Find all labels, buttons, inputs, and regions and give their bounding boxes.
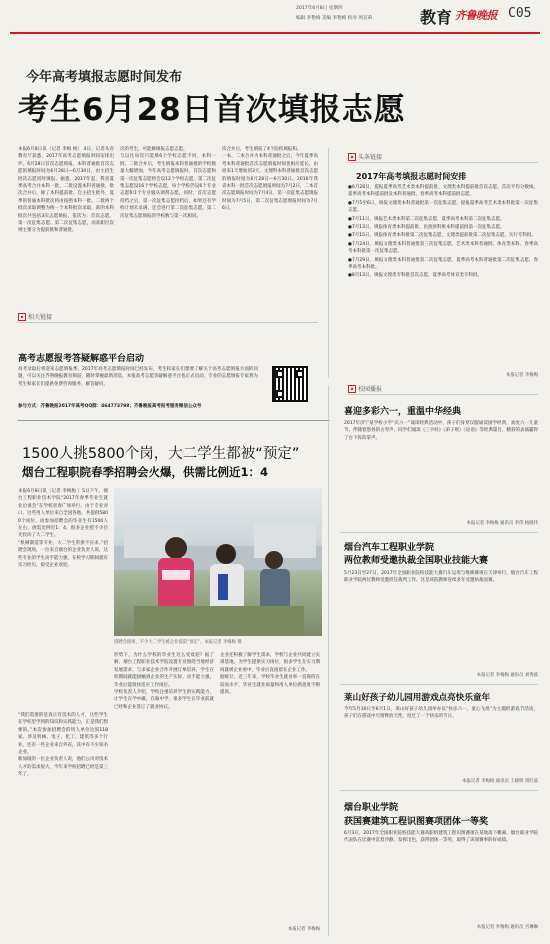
article-4-byline: 本报记者 李梅梅 通讯员 宫琳琳 <box>476 925 538 930</box>
article-2-title-1: 烟台汽车工程职业学院 <box>344 543 435 553</box>
forum-tag-label: 相关链接 <box>28 314 53 321</box>
qr-code <box>272 366 308 402</box>
sidebar-tag-label: 头条链接 <box>358 154 383 161</box>
article-4-text: 6月3日，2017年全国职业院校技能大赛高职组建筑工程识图赛项在某地落下帷幕，烟台职业学院代表队在比赛中沉着冷静、发挥出色，获得团体一等奖，取得了该项赛事的好成绩。 <box>344 831 538 844</box>
forum-text: 高考录取后将迎来志愿填报季。2017年高考志愿填报时间已经发布，考生和家长们想要了解关于高考志愿填报方面的问题，可以关注齐鲁晚报教育频道，随时掌握最新消息，本报高考志愿答疑解惑平台也正式启动，专业的志愿填报专家将为考生和家长们提供免费咨询服务，解答疑问。 <box>18 367 258 387</box>
tag-marker-icon <box>348 153 356 161</box>
sidebar-list <box>348 184 538 281</box>
photo-caption: 招聘会现场，不少大二学生被企业提前“预定”。本报记者 李梅梅 摄 <box>114 640 242 645</box>
forum-title: 高考志愿报考答疑解惑平台启动 <box>18 354 145 364</box>
sidebar-item: ●7月29日，填报文理类本科普通批第二次征集志愿，夏季高考本科普通批第二次征集志愿，春季高考本科批。 <box>348 257 538 271</box>
job-fair-illustration <box>114 488 322 636</box>
article-3-text: 今年5月30日至6月1日，莱山好孩子幼儿园举办以“快乐六一，童心飞扬”为主题的游戏节活动，孩子们在游戏中尽情释放天性，度过了一个快乐的节日。 <box>344 707 538 720</box>
sidebar-item: ●7月15日，填报体育类本科批第二次征集志愿，文理类提前批第二次征集志愿，实行专科批。 <box>348 233 537 239</box>
sidebar-item: ●7月13日，填报体育类本科提前批、民族预科班本科提前批第一次征集志愿。 <box>348 225 505 231</box>
article-divider <box>340 790 538 791</box>
article-1-byline: 本报记者 李梅梅 通讯员 李伟 杨晓伟 <box>466 521 538 526</box>
page-number: C05 <box>508 6 532 21</box>
sidebar-item: ●8月13日，填报文理类专科批首次志愿，夏季高考体育类专科批。 <box>348 273 483 279</box>
article-2-text: 5月23日至27日，2017年全国职业院校技能大赛汽车运用与维修赛项在天津举行，烟台汽车工程职业学院两位教师受邀担任裁判工作。这是该院教师连续多年受邀执裁国赛。 <box>344 571 538 584</box>
article-2-title-2: 两位教师受邀执裁全国职业技能大赛 <box>344 556 489 566</box>
job-fair-photo <box>114 488 322 636</box>
campus-tag <box>348 384 382 393</box>
jobs-column-3: 企业还积极了解学生需求，学校与企业共同建立实训基地，为学生提供实习岗位，很多学生在实习期间就被企业看中，毕业后直接留在企业工作。 据统计，近三年来，学校毕业生就业率一直保持在较高水平，毕业生就业质量和用人单位满意度不断提高。 <box>220 653 320 696</box>
article-3-title: 莱山好孩子幼儿园用游戏点亮快乐童年 <box>344 693 491 703</box>
sidebar-divider <box>328 148 329 378</box>
jobs-column-1b: “我们需要的是真正有技术的人才，这些学生在学校里学到的知识和实践能力，正是我们想要的。”本次参加招聘会的用人单位达到118家，涉及机械、电子、化工、建筑等多个行业，还有一些企业来自外省，其中有不少知名企业。 新加坡的一位企业负责人说，他们公司对技术人才的需求很大，今年来学校招聘已经是第三年了。 <box>18 713 108 778</box>
staff-line: 编辑 李艳梅 美编 李艳梅 校对 周宣莉 <box>296 16 373 21</box>
tag-marker-icon <box>18 313 26 321</box>
lead-kicker: 今年高考填报志愿时间发布 <box>26 70 183 85</box>
masthead-divider <box>10 32 540 34</box>
lead-column-3: 次合并后，考生填报了4个院校填报和。 一本、二本合并为本科普通批之后，今年夏季高考本科普通批首次志愿填报时间也相应延长，由原来1天增加到3天，文理科本科普通批首次志愿的填报时间为6月28日—6月30日。2016年我省本科一批首次志愿填报时间为7月2日，二本首次志愿填报时间为7月4日，第一次征集志愿填报时间为7月5日，第二次征集志愿填报时间为7月6日。 <box>222 147 318 212</box>
article-3-byline: 本报记者 李梅梅 通讯员 王晓明 周红波 <box>462 779 538 784</box>
date-line: 2017年6月8日 星期四 <box>296 6 343 11</box>
article-divider <box>340 532 538 533</box>
campus-tag-rule <box>348 394 538 395</box>
article-2-byline: 本报记者 李梅梅 通讯员 刘秀波 <box>476 673 538 678</box>
sidebar-item: ●7月24日，填报文理类本科普通批第三次征集志愿。艺术类本科普通批、体育类本科、春季高考本科批第一次征集志愿。 <box>348 241 538 255</box>
sidebar-title: 2017年高考填报志愿时间安排 <box>356 172 467 181</box>
sidebar-tag <box>348 152 382 161</box>
sidebar-item: ●6月28日，提报夏季高考艺术类本科提前批、文理类本科提前批首次志愿，首次平均分数线，夏季高考本科提前批及本科普通批、春季高考本科提前批志愿。 <box>348 185 538 198</box>
campus-tag-label: 校园播报 <box>358 386 383 393</box>
section-divider <box>18 420 330 421</box>
masthead <box>0 0 550 34</box>
jobs-column-2: 形势下，为什么学校的毕业生这么受欢迎？据了解，烟台工程职业技术学院设置专业围绕当地经济发展需求，与多家企业合作开展订单培养，学生在校期间就能接触到企业的生产实际，动手能力强，毕业后能很快适应工作岗位。 学校负责人介绍，学校注重培养学生的实践能力，让学生在学中做、在做中学，很多学生在毕业前就已经和企业签订了就业协议。 <box>114 653 214 710</box>
forum-tag-rule <box>18 322 318 323</box>
lead-headline: 考生6月28日首次填报志愿 <box>18 92 406 128</box>
forum-contact: 参与方式：齐鲁晚报2017年高考QQ群：464773798；齐鲁晚报高考报考服务微信公众号 <box>18 404 202 409</box>
section-title: 教育 <box>420 8 453 27</box>
article-1-text: 2017年济宁某学校小学“庆六一”诵读经典活动中，孩子们身穿汉服诵读国学经典，欢度六一儿童节。伴随着悠扬的古琴声，同学们诵读《三字经》《弟子规》《论语》等经典篇目，精彩的表演赢得了台下阵阵掌声。 <box>344 421 538 441</box>
lead-column-2: 次的考生，可能修填报志愿志愿。 与以往每次只能填6个学校志愿不同，本科一批、二批合并后，考生填报本科普通批的学校数量大幅增加，今年高考志愿填报时，首次志愿和第一次征集志愿将会设12个学校志愿，第二次征集志愿设16个学校志愿，每个学校仍设6个专业志愿和1个专业服从调剂志愿，同时，首次志愿投档之后，第一次征集志愿投档后，如果还有学校计划未录满，还会进行第二次征集志愿，第二次征集志愿填报的学校数与第一次相同。 <box>120 147 216 219</box>
article-4-title-2: 获国赛建筑工程识图赛项团体一等奖 <box>344 817 489 827</box>
article-4-title-1: 烟台职业学院 <box>344 803 399 813</box>
article-1-title: 喜迎多彩六一，重温中华经典 <box>344 407 462 417</box>
lead-column-1: 本报6月8日讯（记者 李梅 梅） 4日，记者从省教育厅获悉，2017年高考志愿填报时间安排出炉。6月28日首次志愿填报，本科普通批首次志愿的填报时间为6月28日—6月30日，由主招生批次志愿同时填报。据悉，2017年起，我省夏季高考合并本科一批、二批设置本科普通批，批次合并后，除了本科提前批、自主招生批外，夏季的普通本科批次将由按照本科一批、二批两个批次录取调整为统一个本科批次录取，新的本科批次共包括3次志愿填报，依次为：首次志愿、第一次征集志愿、第二次征集志愿，而高职层次则主要分为提前批和普通批。 <box>18 147 114 234</box>
sidebar-item: ●7月11日，填报艺术类本科第二次征集志愿，夏季高考本科第二次征集志愿。 <box>348 216 505 222</box>
jobs-byline: 本报记者 李梅梅 <box>287 927 320 932</box>
article-divider <box>340 684 538 685</box>
jobs-headline: 1500人挑5800个岗，大二学生都被“预定” <box>22 446 300 462</box>
tag-marker-icon <box>348 385 356 393</box>
brand-logo: 齐鲁晚报 <box>455 9 497 22</box>
jobs-column-1: 本报6月8日讯（记者 李梅梅 ）5日下午，烟台工程职业技术学院“2017年春季毕业生就业洽谈会”在学校青春广场举行。由于专业对口，这些用人单位来自全国各地，共提供5800个岗位，而参加招聘会的毕业生有1500人左右，供需比例近1：4，很多企业把不少目光投向了大二学生。 “机械制造等专业，大二学生常供不应求。”招聘会现场，一位来自烟台的企业负责人说，这些专业的学生动手能力强，在校学习期间就有实习经历，很受企业欢迎。 <box>18 489 108 569</box>
sidebar-tag-rule <box>348 162 538 163</box>
sidebar-item: ●7月5至6日，填报文理类本科普通批第一次征集志愿，提报夏季高考艺术类本科批第一次征集志愿。 <box>348 200 538 214</box>
jobs-subheadline: 烟台工程职院春季招聘会火爆，供需比例近1：4 <box>22 465 269 479</box>
sidebar-byline: 本报记者 李梅梅 <box>505 373 538 378</box>
forum-tag <box>18 312 52 321</box>
right-column-divider <box>328 386 329 936</box>
